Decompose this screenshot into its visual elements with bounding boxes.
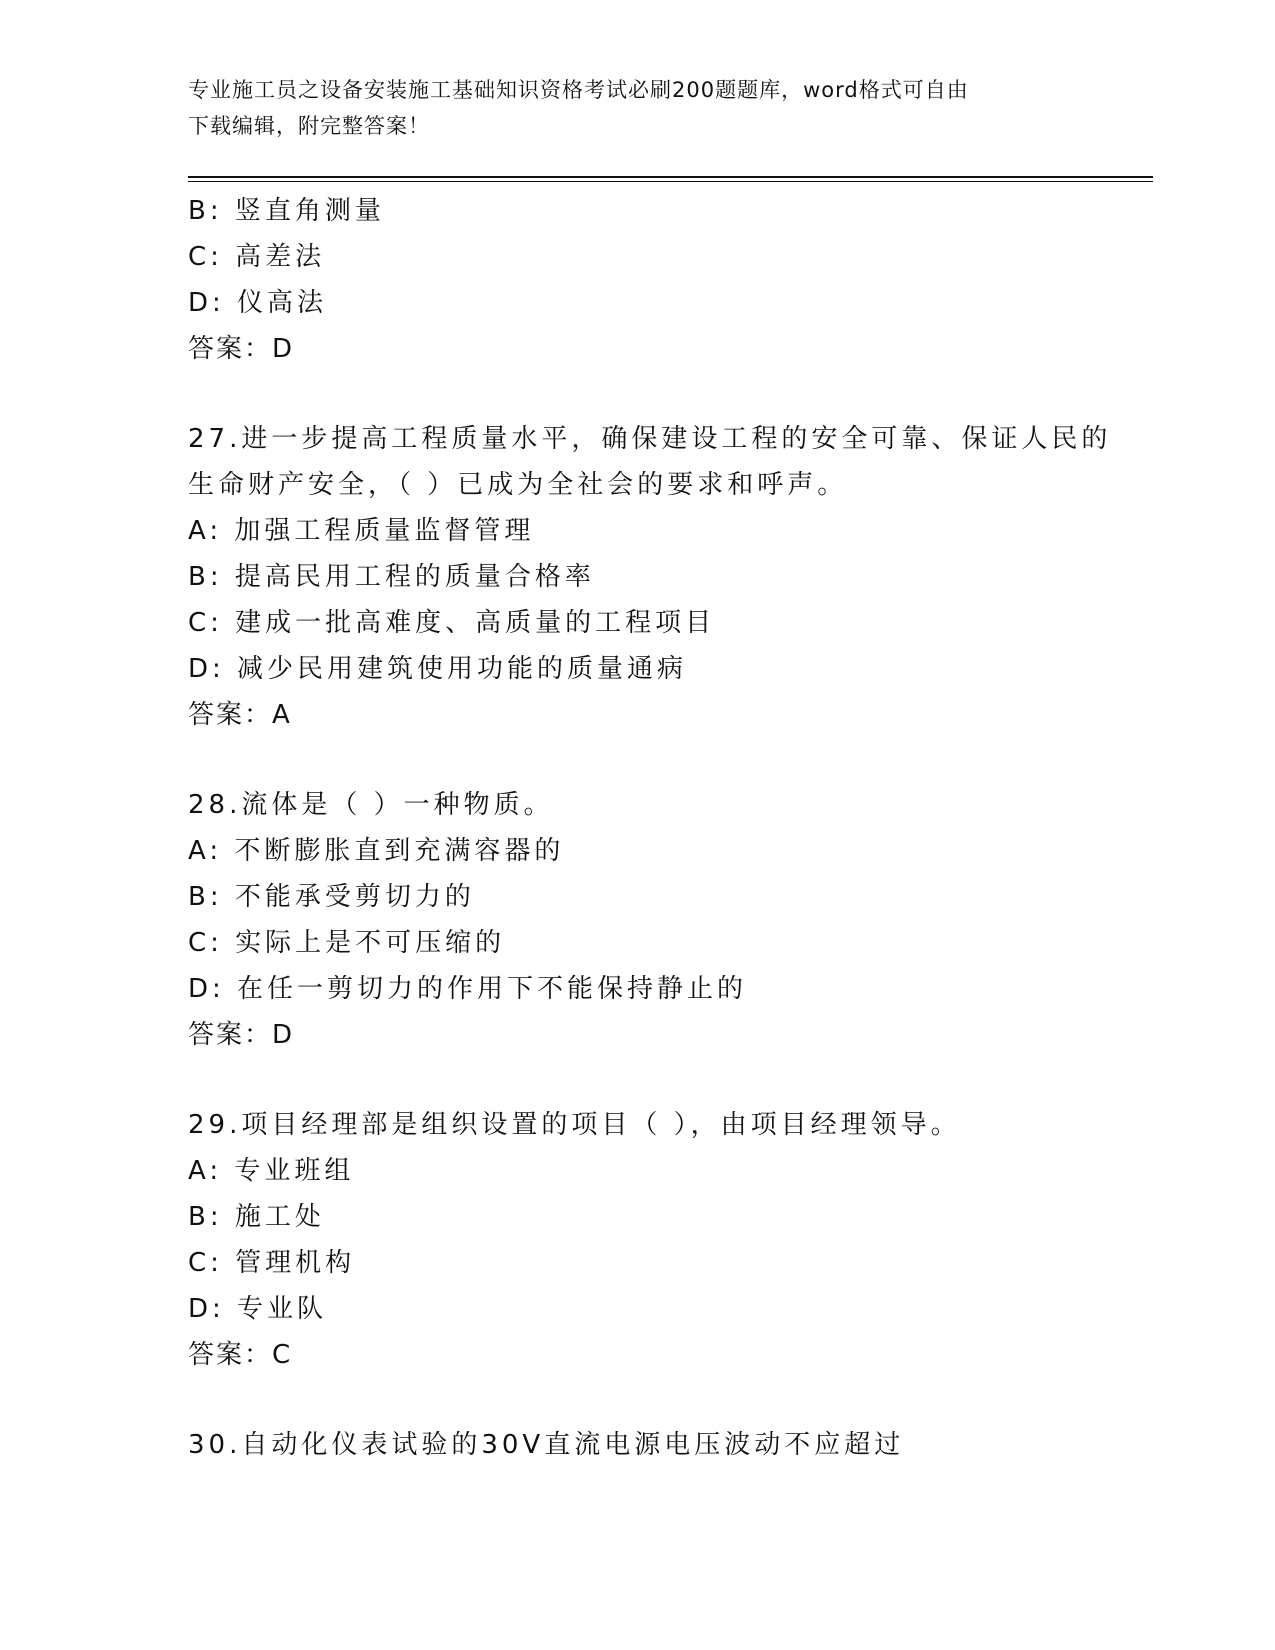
option-b: B: 提高民用工程的质量合格率 bbox=[188, 562, 595, 592]
option-b: B: 竖直角测量 bbox=[188, 196, 385, 226]
question-stem-continued: 生命财产安全，（ ）已成为全社会的要求和呼声。 bbox=[188, 470, 848, 500]
question-stem: 28.流体是（ ）一种物质。 bbox=[188, 790, 554, 820]
option-b: B: 不能承受剪切力的 bbox=[188, 882, 475, 912]
question-stem: 27.进一步提高工程质量水平，确保建设工程的安全可靠、保证人民的 bbox=[188, 424, 1112, 454]
header-rule-thin bbox=[188, 181, 1153, 182]
option-a: A: 专业班组 bbox=[188, 1156, 355, 1186]
answer: 答案：A bbox=[188, 700, 292, 730]
option-c: C: 建成一批高难度、高质量的工程项目 bbox=[188, 608, 716, 638]
option-a: A: 不断膨胀直到充满容器的 bbox=[188, 836, 565, 866]
option-c: C: 管理机构 bbox=[188, 1248, 356, 1278]
header-line-1: 专业施工员之设备安装施工基础知识资格考试必刷200题题库，word格式可自由 bbox=[188, 78, 969, 102]
option-c: C: 高差法 bbox=[188, 242, 326, 272]
option-a: A: 加强工程质量监督管理 bbox=[188, 516, 535, 546]
question-stem: 29.项目经理部是组织设置的项目（ ），由项目经理领导。 bbox=[188, 1110, 961, 1140]
answer: 答案：D bbox=[188, 334, 295, 364]
option-d: D: 在任一剪切力的作用下不能保持静止的 bbox=[188, 974, 748, 1004]
answer: 答案：D bbox=[188, 1020, 295, 1050]
option-d: D: 专业队 bbox=[188, 1294, 328, 1324]
header-line-2: 下载编辑，附完整答案！ bbox=[188, 114, 430, 138]
question-30 bbox=[188, 1422, 1148, 1468]
question-26-tail bbox=[188, 188, 1148, 372]
option-d: D: 仪高法 bbox=[188, 288, 328, 318]
question-stem: 30.自动化仪表试验的30V直流电源电压波动不应超过 bbox=[188, 1430, 905, 1460]
answer: 答案：C bbox=[188, 1340, 293, 1370]
question-list bbox=[188, 188, 1148, 1468]
header-rule-thick bbox=[188, 176, 1153, 178]
option-d: D: 减少民用建筑使用功能的质量通病 bbox=[188, 654, 688, 684]
option-b: B: 施工处 bbox=[188, 1202, 325, 1232]
option-c: C: 实际上是不可压缩的 bbox=[188, 928, 506, 958]
document-header bbox=[188, 72, 1088, 144]
question-29 bbox=[188, 1102, 1148, 1378]
question-28 bbox=[188, 782, 1148, 1058]
question-27 bbox=[188, 416, 1148, 738]
